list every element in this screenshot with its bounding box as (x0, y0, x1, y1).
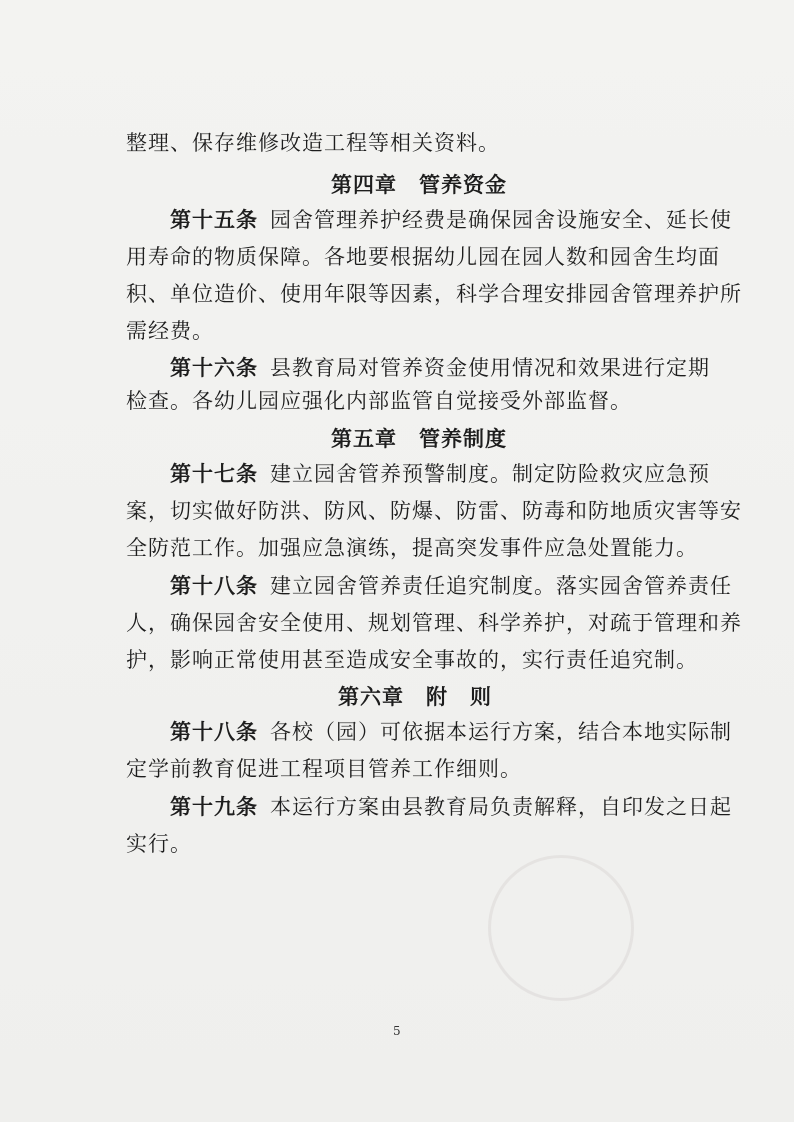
article-18b-line-2: 定学前教育促进工程项目管养工作细则。 (126, 757, 522, 781)
article-16-label: 第十六条 (170, 355, 258, 380)
article-15-line-4: 需经费。 (126, 319, 214, 343)
article-15-line-2: 用寿命的物质保障。各地要根据幼儿园在园人数和园舍生均面 (126, 245, 720, 269)
chapter-4-title: 第四章 管养资金 (331, 172, 507, 197)
article-17-label: 第十七条 (170, 461, 258, 486)
article-18-line-2: 人，确保园舍安全使用、规划管理、科学养护，对疏于管理和养 (126, 611, 742, 635)
article-17-line-1: 第十七条 建立园舍管养预警制度。制定防险救灾应急预 (170, 461, 710, 486)
continuation-text: 整理、保存维修改造工程等相关资料。 (126, 131, 500, 155)
chapter-6-title: 第六章 附 则 (338, 684, 492, 709)
article-15-label: 第十五条 (170, 207, 258, 232)
article-18b-line-1: 第十八条 各校（园）可依据本运行方案，结合本地实际制 (170, 719, 732, 744)
page-number: 5 (393, 1024, 401, 1038)
article-16-line-2: 检查。各幼儿园应强化内部监管自觉接受外部监督。 (126, 389, 632, 413)
article-18-line-1: 第十八条 建立园舍管养责任追究制度。落实园舍管养责任 (170, 573, 732, 598)
faint-seal-shadow (488, 855, 634, 1001)
article-18-label: 第十八条 (170, 573, 258, 598)
article-16-line-1: 第十六条 县教育局对管养资金使用情况和效果进行定期 (170, 355, 710, 380)
article-19-line-1: 第十九条 本运行方案由县教育局负责解释，自印发之日起 (170, 794, 732, 819)
article-15-line-1: 第十五条 园舍管理养护经费是确保园舍设施安全、延长使 (170, 207, 732, 232)
article-18b-label: 第十八条 (170, 719, 258, 744)
article-17-line-3: 全防范工作。加强应急演练，提高突发事件应急处置能力。 (126, 536, 698, 560)
chapter-5-title: 第五章 管养制度 (331, 426, 507, 451)
article-18-line-3: 护，影响正常使用甚至造成安全事故的，实行责任追究制。 (126, 648, 698, 672)
article-17-line-2: 案，切实做好防洪、防风、防爆、防雷、防毒和防地质灾害等安 (126, 499, 742, 523)
article-15-line-3: 积、单位造价、使用年限等因素，科学合理安排园舍管理养护所 (126, 282, 742, 306)
article-19-line-2: 实行。 (126, 832, 192, 856)
article-19-label: 第十九条 (170, 794, 258, 819)
